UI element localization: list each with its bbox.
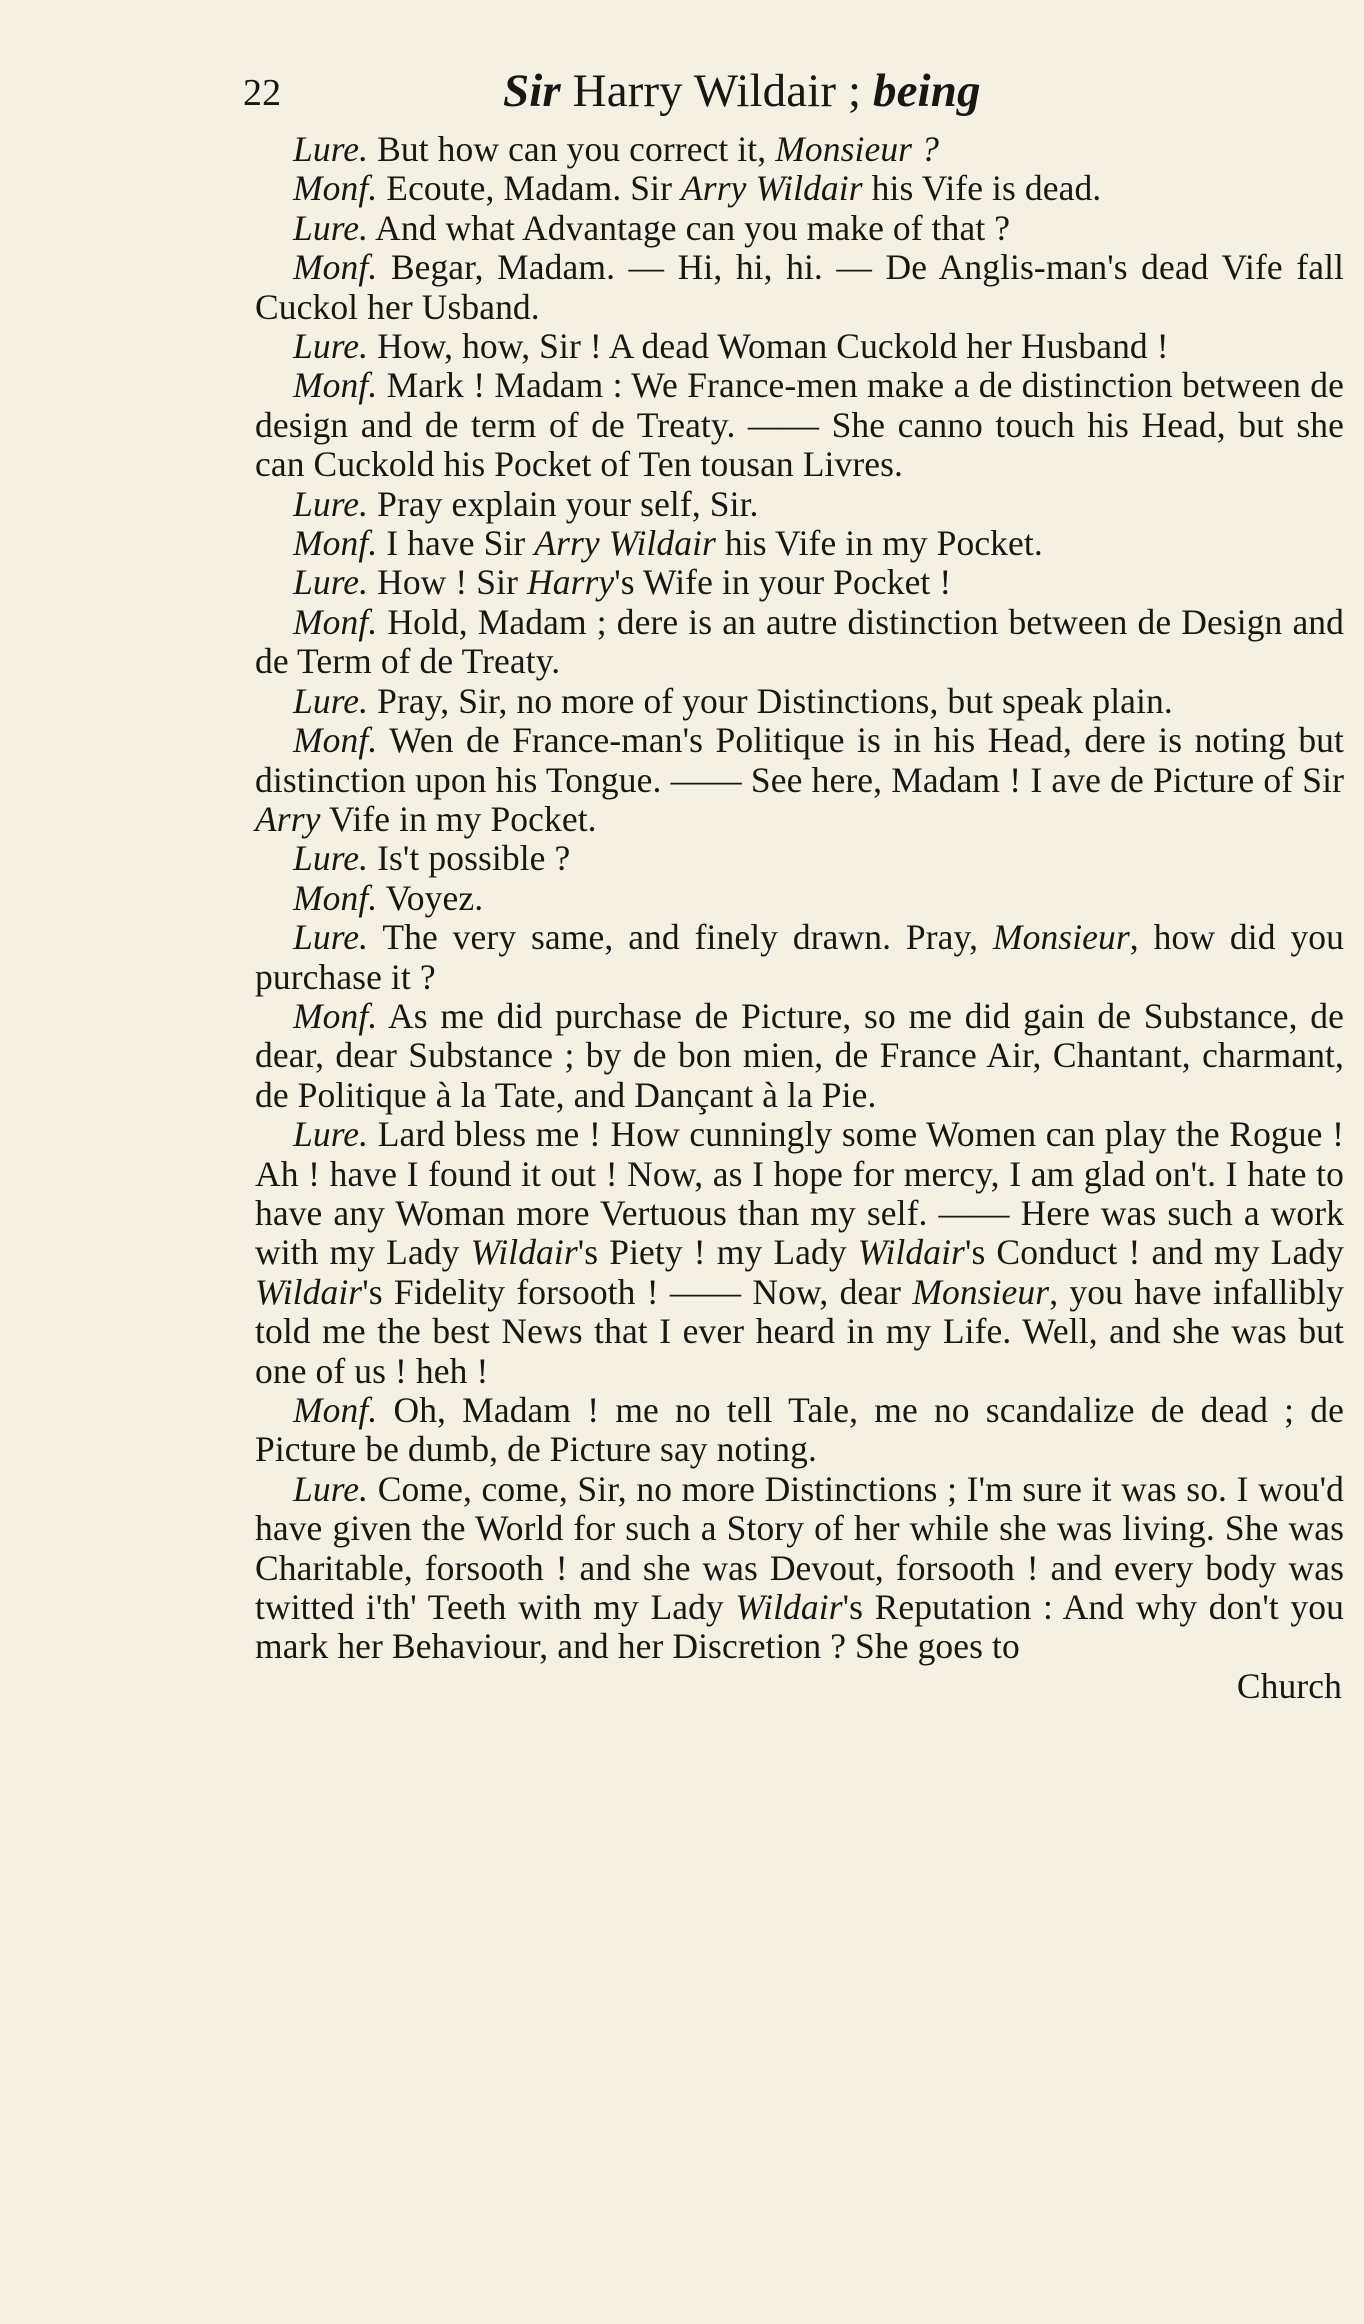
dialogue-line xyxy=(255,524,1344,563)
italic-name: Harry xyxy=(527,562,615,603)
dialogue-line xyxy=(255,879,1344,918)
speaker-name: Monf. xyxy=(293,523,378,564)
speech-text: Begar, Madam. — Hi, hi, hi. — De Anglis-man's dead Vife fall Cuckol her Usband. xyxy=(255,247,1344,327)
speech-text: 's Fidelity forsooth ! —— Now, dear xyxy=(362,1271,913,1312)
speech-text: Pray, Sir, no more of your Distinctions, but speak plain. xyxy=(368,680,1173,721)
speech-text: How ! Sir xyxy=(368,562,527,603)
speaker-name: Monf. xyxy=(293,877,378,918)
dialogue-line xyxy=(255,485,1344,524)
speech-text: his Vife in my Pocket. xyxy=(715,523,1043,564)
italic-name: Wildair xyxy=(470,1232,578,1273)
speaker-name: Lure. xyxy=(293,917,369,958)
dialogue-line xyxy=(255,327,1344,366)
running-title-being: being xyxy=(872,65,981,117)
italic-name: Monsieur ? xyxy=(775,129,939,169)
speaker-name: Monf. xyxy=(293,168,378,209)
dialogue-line xyxy=(255,682,1344,721)
italic-name: Wildair xyxy=(735,1587,843,1628)
speaker-name: Lure. xyxy=(293,1114,369,1155)
speech-text: Vife in my Pocket. xyxy=(320,798,597,839)
speech-text: Pray explain your self, Sir. xyxy=(368,483,759,524)
speaker-name: Monf. xyxy=(293,720,378,761)
speech-text: I have Sir xyxy=(377,523,535,564)
speech-text: Oh, Madam ! me no tell Tale, me no scandalize de dead ; de Picture be dumb, de Picture say noting. xyxy=(255,1390,1344,1470)
speaker-name: Monf. xyxy=(293,601,378,642)
dialogue-line xyxy=(255,248,1344,327)
speech-text: But how can you correct it, xyxy=(368,129,776,169)
dialogue-line xyxy=(255,1470,1344,1667)
speaker-name: Monf. xyxy=(293,365,378,406)
speaker-name: Lure. xyxy=(293,207,369,248)
dialogue-line xyxy=(255,603,1344,682)
italic-name: Monsieur xyxy=(992,917,1130,958)
italic-name: Arry xyxy=(255,798,321,839)
speaker-name: Lure. xyxy=(293,129,369,169)
speech-text: , how did you purchase it ? xyxy=(255,917,1344,997)
running-title-name: Harry Wildair ; xyxy=(560,65,873,117)
speech-text: And what Advantage can you make of that ? xyxy=(368,207,1011,248)
speech-text: 's Conduct ! and my Lady xyxy=(964,1232,1345,1273)
dialogue-line xyxy=(255,209,1344,248)
dialogue-line xyxy=(255,366,1344,484)
speaker-name: Lure. xyxy=(293,680,369,721)
italic-name: Arry Wildair xyxy=(534,523,716,564)
speech-text: Hold, Madam ; dere is an autre distinction between de Design and de Term of de Treaty. xyxy=(255,601,1344,682)
speech-text: his Vife is dead. xyxy=(862,168,1102,209)
speaker-name: Lure. xyxy=(293,326,369,367)
running-title xyxy=(503,64,981,118)
catchword: Church xyxy=(1236,1665,1342,1706)
speech-text: 's Piety ! my Lady xyxy=(577,1232,858,1273)
dialogue-line xyxy=(255,1391,1344,1470)
italic-name: Wildair xyxy=(255,1271,363,1312)
italic-name: Wildair xyxy=(857,1232,965,1273)
dialogue-line xyxy=(255,563,1344,602)
speech-text: Is't possible ? xyxy=(368,838,571,879)
running-head xyxy=(243,58,1344,128)
italic-name: Arry Wildair xyxy=(681,168,863,209)
dialogue-line xyxy=(255,839,1344,878)
speech-text: Wen de France-man's Politique is in his Head, dere is noting but distinction upon his Tongue. —— See here, Madam ! I ave de Picture of Sir xyxy=(255,720,1344,800)
speaker-name: Lure. xyxy=(293,1468,369,1509)
dialogue-line xyxy=(255,1115,1344,1391)
running-title-sir: Sir xyxy=(503,65,561,117)
italic-name: Monsieur xyxy=(912,1271,1050,1312)
dialogue-line xyxy=(255,721,1344,839)
speaker-name: Monf. xyxy=(293,1390,378,1430)
speech-text: How, how, Sir ! A dead Woman Cuckold her Husband ! xyxy=(368,326,1169,367)
speaker-name: Monf. xyxy=(293,247,378,288)
dialogue-text xyxy=(255,130,1344,1667)
speech-text: , you have infallibly told me the best News that I ever heard in my Life. Well, and she was but one of us ! heh ! xyxy=(255,1271,1344,1391)
speech-text: 's Reputation : And why don't you mark her Behaviour, and her Discretion ? She goes to xyxy=(255,1587,1344,1667)
dialogue-line xyxy=(255,169,1344,208)
dialogue-line xyxy=(255,918,1344,997)
speech-text: As me did purchase de Picture, so me did gain de Substance, de dear, dear Substance ; by de bon mien, de France Air, Chantant, charmant, de Politique à la Tate, and Dançant à la Pie. xyxy=(255,995,1344,1115)
page-number: 22 xyxy=(243,72,282,114)
speech-text: Voyez. xyxy=(377,877,484,918)
dialogue-line xyxy=(255,130,1344,169)
dialogue-line xyxy=(255,997,1344,1115)
speaker-name: Lure. xyxy=(293,483,369,524)
speech-text: The very same, and finely drawn. Pray, xyxy=(368,917,993,958)
speech-text: 's Wife in your Pocket ! xyxy=(614,562,952,603)
speaker-name: Lure. xyxy=(293,562,369,603)
speech-text: Lard bless me ! How cunningly some Women can play the Rogue ! Ah ! have I found it out ! Now, as I hope for mercy, I am glad on't. I hate to have any Woman more Vertuous than my self. —— Here was such a work with my Lady xyxy=(255,1114,1344,1273)
speech-text: Ecoute, Madam. Sir xyxy=(377,168,681,209)
speech-text: Come, come, Sir, no more Distinctions ; I'm sure it was so. I wou'd have given the World for such a Story of her while she was living. She was Charitable, forsooth ! and she was Devout, forsooth ! and every body was twitted i'th' Teeth with my Lady xyxy=(255,1468,1344,1628)
speech-text: Mark ! Madam : We France-men make a de distinction between de design and de term of de Treaty. —— She canno touch his Head, but she can Cuckold his Pocket of Ten tousan Livres. xyxy=(255,365,1344,485)
speaker-name: Lure. xyxy=(293,838,369,879)
speaker-name: Monf. xyxy=(293,995,378,1036)
